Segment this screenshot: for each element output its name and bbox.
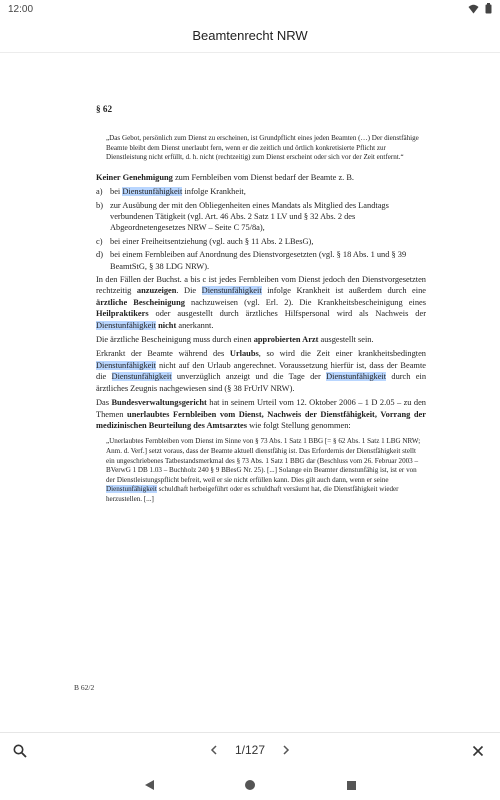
status-time: 12:00: [8, 4, 34, 15]
intro-paragraph: [96, 172, 426, 183]
back-icon: [144, 779, 155, 791]
quote-block: „Das Gebot, persönlich zum Dienst zu erscheinen, ist Grundpflicht eines jeden Beamten (…) Der dienstfähige Beamte bleibt dem Dienst unerlaubt fern, wenn er die zeitlich und örtlich konkretisierte Pflicht zur Dienstleistung nicht erfüllt, d. h. nicht (rechtzeitig) zum Dienst erscheint oder sich vor der Zeit entfernt.“: [106, 134, 419, 162]
search-highlight[interactable]: Dienstunfähigkeit: [106, 485, 157, 494]
text-run: In den Fällen der Buchst. a bis c ist jedes Fernbleiben vom Dienst jedoch den Dienstvorgesetzten rechtzeitig: [96, 275, 426, 296]
close-button[interactable]: [468, 741, 488, 761]
list-marker: a): [96, 187, 103, 197]
next-page-button[interactable]: [268, 742, 304, 758]
page-navigator: [0, 742, 500, 758]
search-highlight[interactable]: Dienstunfähigkeit: [111, 372, 172, 382]
bold-text: Heilpraktikers: [96, 309, 149, 319]
battery-icon: [485, 3, 492, 14]
text-run: Die ärztliche Bescheinigung muss durch einen: [96, 335, 254, 345]
text-run: durch ein ärztliches Zeugnis nachgewiesen sind (§ 38 FrUrlV NRW).: [96, 372, 427, 393]
recents-icon: [346, 780, 357, 791]
text-run: Erkrankt der Beamte während des: [96, 349, 230, 359]
text-run: schuldhaft herbeigeführt oder es schuldhaft versäumt hat, die Dienstfähigkeit wieder herzustellen. [...]: [106, 485, 399, 503]
text-run: bei: [110, 187, 123, 197]
text-run: Das: [96, 398, 112, 408]
page-indicator: [235, 743, 265, 758]
paragraph-certificate: [96, 334, 426, 345]
home-icon: [244, 779, 256, 791]
status-bar: [0, 0, 500, 20]
text-run: infolge Krankheit,: [182, 187, 246, 197]
list-marker: c): [96, 236, 103, 246]
app-bar: [0, 20, 500, 53]
quote-block-court: [106, 437, 426, 504]
app-title: Beamtenrecht NRW: [192, 28, 308, 43]
text-run: hat in seinem Urteil vom 12. Oktober 2006 – 1 D 2.05 – zu den Themen: [96, 398, 426, 419]
chevron-right-icon: [282, 745, 290, 755]
list-marker: b): [96, 200, 103, 210]
paragraph-notification: [96, 274, 426, 331]
text-run: unverzüglich anzeigt und die Tage der: [171, 372, 327, 382]
document-page: [96, 104, 426, 513]
current-page: 1: [234, 743, 242, 758]
back-button[interactable]: [141, 777, 157, 793]
intro-bold: Keiner Genehmigung: [96, 172, 173, 182]
search-highlight[interactable]: Dienstunfähigkeit: [326, 372, 387, 382]
list-item-text: bei einem Fernbleiben auf Anordnung des Dienstvorgesetzten (vgl. § 18 Abs. 1 und § 39 BeamtStG, § 38 LDG NRW).: [110, 250, 407, 271]
status-icons: [468, 3, 492, 14]
text-run: infolge Krankheit ist außerdem durch eine: [261, 286, 427, 296]
page-footer: B 62/2: [74, 683, 95, 692]
search-highlight[interactable]: Dienstunfähigkeit: [96, 320, 157, 330]
list-item-b: [96, 200, 426, 234]
bold-text: nicht: [158, 320, 177, 330]
text-run: wie folgt Stellung genommen:: [246, 420, 351, 430]
list-item-text: zur Ausübung der mit den Obliegenheiten eines Mandats als Mitglied des Landtags verbundenen Tätigkeit (vgl. Art. 46 Abs. 2 Satz 1 LV und § 32 Abs. 2 des Abgeordnetengesetzes NRW – Seite C 75/8a),: [110, 200, 389, 233]
text-run: . Die: [176, 286, 202, 296]
total-pages: 127: [245, 743, 266, 758]
text-run: oder ausgestellt durch ärztliches Hilfspersonal wird als Nachweis der: [148, 309, 426, 319]
chevron-left-icon: [210, 745, 218, 755]
paragraph-court: [96, 397, 426, 431]
list-item-text: [110, 186, 426, 197]
text-run: , so wird die Zeit einer krankheitsbedingten: [258, 349, 426, 359]
bold-text: Urlaubs: [229, 349, 259, 359]
bold-text: ärztliche Bescheinigung: [96, 297, 185, 307]
search-highlight[interactable]: Dienstunfähigkeit: [96, 360, 157, 370]
previous-page-button[interactable]: [196, 742, 232, 758]
search-highlight[interactable]: Dienstunfähigkeit: [201, 286, 262, 296]
text-run: ausgestellt sein.: [318, 335, 374, 345]
list-item-text: bei einer Freiheitsentziehung (vgl. auch § 11 Abs. 2 LBesG),: [110, 236, 314, 246]
list-marker: d): [96, 250, 103, 260]
page-separator: /: [241, 743, 245, 758]
home-button[interactable]: [242, 777, 258, 793]
search-highlight[interactable]: Dienstunfähigkeit: [122, 187, 183, 197]
list-item-d: [96, 249, 426, 272]
bold-text: Bundesverwaltungsgericht: [111, 398, 207, 408]
close-icon: [472, 745, 484, 757]
text-run: nachzuweisen (vgl. Erl. 2). Die Krankheitsbescheinigung eines: [184, 297, 426, 307]
paragraph-vacation: [96, 348, 426, 394]
list-item-a: [96, 186, 426, 197]
text-run: „Unerlaubtes Fernbleiben vom Dienst im Sinne von § 73 Abs. 1 Satz 1 BBG [= § 62 Abs. 1 Satz 1 LBG NRW; Anm. d. Verf.] setzt voraus, dass der Beamte aktuell dienstfähig ist. Das Erfordernis der Dienstfähigkeit stellt ein ungeschriebenes Tatbestandsmerkmal des § 73 Abs. 1 Satz 1 BBG dar (Beschluss vom 26. Februar 2003 – BVerwG 1 DB 1.03 – Buchholz 240 § 9 BBesG Nr. 25). [...] Solange ein Beamter dienstunfähig ist, ist er von der Dienstleistungspflicht befreit, weil er sie nicht erfüllen kann. Dies gilt auch dann, wenn er seine: [106, 437, 421, 484]
text-run: anerkannt.: [176, 320, 214, 330]
bold-text: anzuzeigen: [136, 286, 177, 296]
list-item-c: [96, 236, 426, 247]
bottom-toolbar: [0, 732, 500, 769]
section-heading: § 62: [96, 104, 113, 114]
text-run: nicht auf den Urlaub angerechnet. Voraussetzung hierfür ist, dass der Beamte die: [96, 360, 426, 382]
system-nav-bar: [0, 770, 500, 800]
recents-button[interactable]: [343, 777, 359, 793]
intro-text: zum Fernbleiben vom Dienst bedarf der Beamte z. B.: [172, 172, 355, 182]
bold-text: approbierten Arzt: [253, 335, 319, 345]
wifi-icon: [468, 4, 479, 14]
bold-text: unerlaubtes Fernbleiben vom Dienst, Nachweis der Dienstfähigkeit, Vorrang der medizinischen Beurteilung des Amtsarztes: [96, 409, 426, 430]
